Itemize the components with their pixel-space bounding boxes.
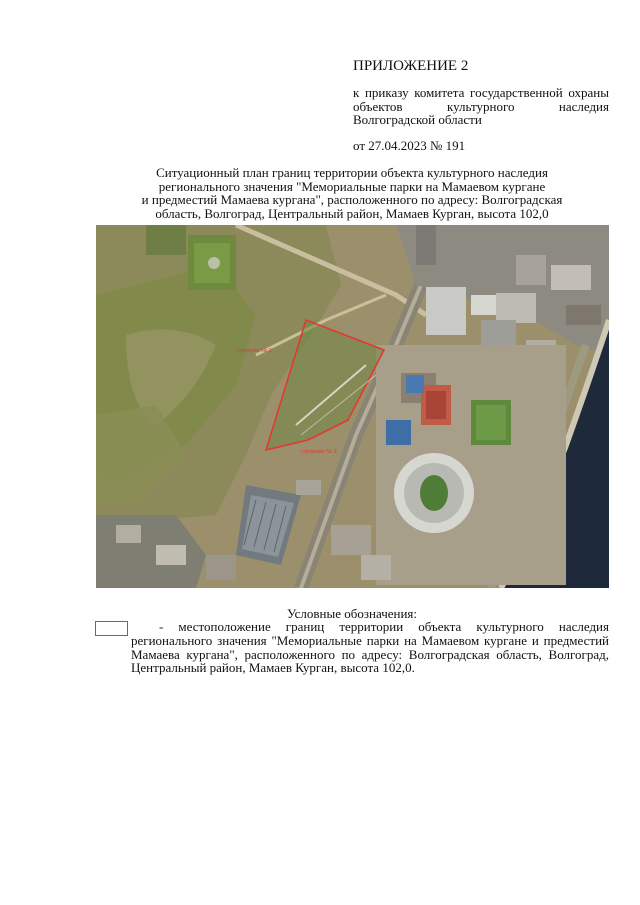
legend-boundary-swatch — [95, 621, 128, 636]
plan-title — [96, 166, 608, 220]
legend-text: - местоположение границ территории объекта культурного наследия регионального значения "Мемориальные парки на Мамаевом кургане и предместий Мамаева кургана", расположенного по адресу: Волгоградская область, Волгоград, Центральный район, Мамаев Курган, высота 102,0. — [131, 619, 609, 676]
plan-title-line: регионального значения "Мемориальные парки на Мамаевом кургане — [158, 178, 546, 194]
map-label-building-1: строение № 1 — [236, 348, 272, 354]
plan-title-line: область, Волгоград, Центральный район, Мамаев Курган, высота 102,0 — [155, 205, 549, 221]
legend-description — [131, 620, 609, 675]
plan-title-line: Ситуационный план границ территории объекта культурного наследия — [156, 165, 548, 180]
satellite-map — [96, 225, 609, 588]
map-label-building-2: строение № 2 — [301, 449, 337, 455]
satellite-map-image — [96, 225, 609, 588]
appendix-title: ПРИЛОЖЕНИЕ 2 — [353, 58, 469, 74]
plan-title-line: и предместий Мамаева кургана", расположенного по адресу: Волгоградская — [141, 192, 563, 207]
legend-title: Условные обозначения: — [286, 606, 418, 621]
order-date: от 27.04.2023 № 191 — [353, 138, 466, 153]
order-reference: к приказу комитета государственной охраны объектов культурного наследия Волгоградской области — [353, 85, 609, 127]
